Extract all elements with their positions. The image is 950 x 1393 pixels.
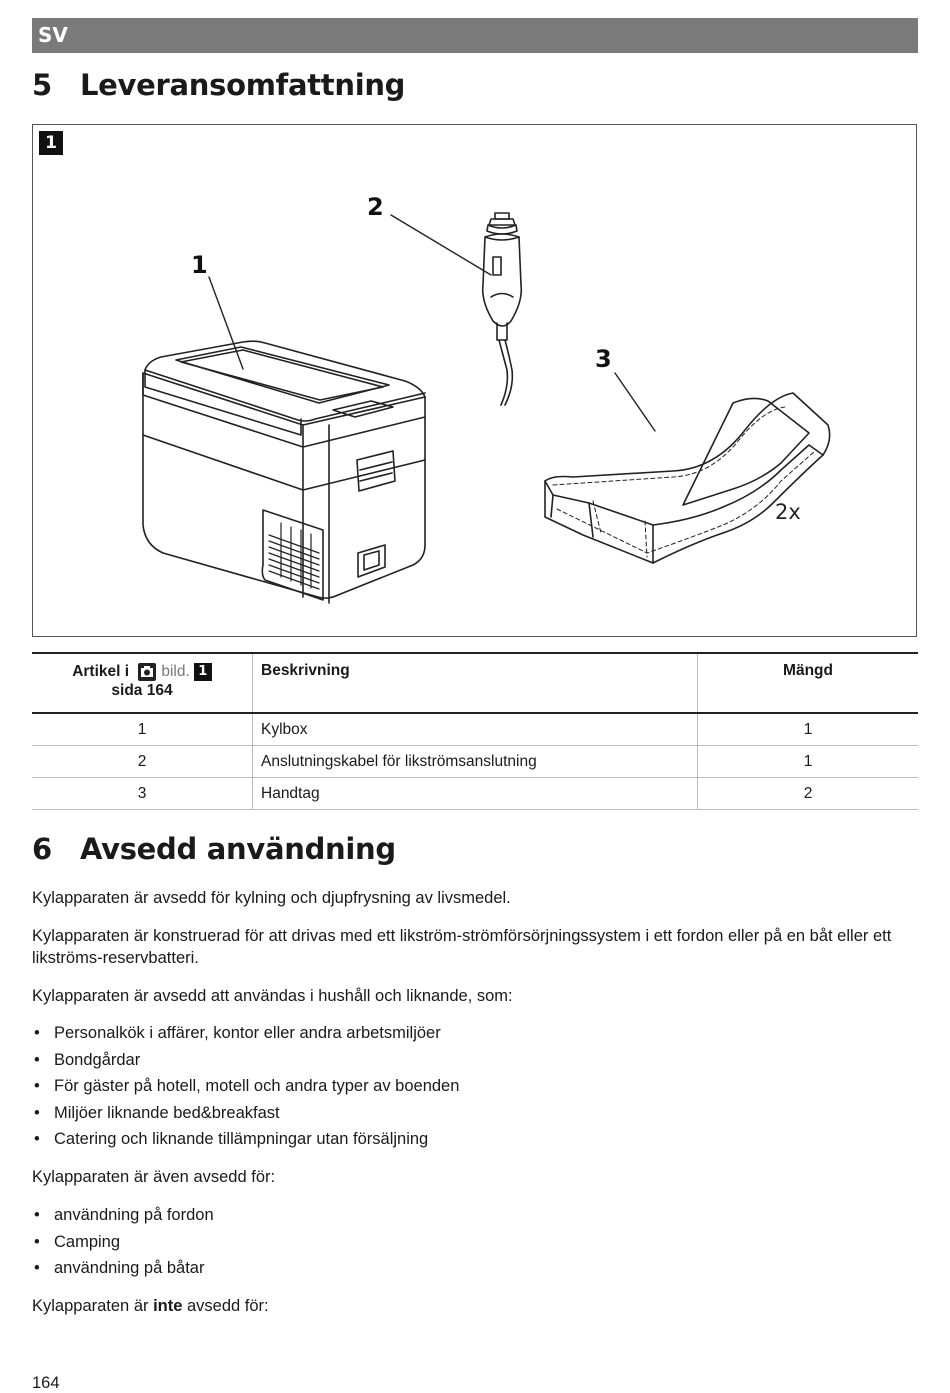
list-item: • Miljöer liknande bed&breakfast [32,1102,459,1129]
cell-description: Handtag [253,778,698,810]
leader-line-2 [391,215,491,275]
household-use-list [32,1022,459,1155]
section-title: Avsedd användning [80,832,396,866]
cell-item: 2 [32,746,253,778]
vent-grille [269,523,319,589]
emphasis-text: inte [153,1297,183,1315]
list-item: • Catering och liknande tillämpningar utan försäljning [32,1128,459,1155]
table-row [32,713,918,746]
callout-3: 3 [595,345,612,373]
paragraph: Kylapparaten är avsedd att användas i hushåll och liknande, som: [32,987,513,1005]
language-code: SV [38,23,68,47]
handle-strap-drawing [545,393,830,563]
list-item: • Camping [32,1231,214,1258]
delivery-illustration [33,125,918,638]
list-item: • användning på fordon [32,1204,214,1231]
camera-icon [137,662,157,682]
paragraph: Kylapparaten är avsedd för kylning och djupfrysning av livsmedel. [32,889,511,907]
section-number: 5 [32,68,52,102]
paragraph: Kylapparaten är konstruerad för att drivas med ett likström-strömförsörjningssystem i ett fordon eller på en båt eller ett likströms-reservbatteri. [32,927,892,967]
page-number: 164 [32,1374,60,1392]
cell-quantity: 1 [698,713,919,746]
cell-description: Anslutningskabel för likströmsanslutning [253,746,698,778]
list-item: • Personalkök i affärer, kontor eller andra arbetsmiljöer [32,1022,459,1049]
cell-description: Kylbox [253,713,698,746]
parts-table [32,652,918,810]
section-title: Leveransomfattning [80,68,406,102]
paragraph: Kylapparaten är även avsedd för: [32,1168,276,1186]
section-5-heading [32,68,405,102]
header-page-ref: sida 164 [111,682,173,699]
text-fragment: Kylapparaten är [32,1297,154,1315]
callout-1: 1 [191,251,208,279]
leader-line-3 [615,373,655,431]
header-description: Beskrivning [253,653,698,713]
figure-ref-badge: 1 [194,663,212,681]
callout-2: 2 [367,193,384,221]
list-item: • Bondgårdar [32,1049,459,1076]
cell-item: 3 [32,778,253,810]
section-6-heading [32,832,396,866]
section-number: 6 [32,832,52,866]
header-item-label: Artikel i [72,663,130,681]
dc-plug-drawing [483,213,522,405]
language-bar [32,18,918,53]
paragraph-not-intended [32,1295,918,1317]
table-row [32,746,918,778]
quantity-label: 2x [775,500,801,524]
figure-badge: 1 [39,131,63,155]
header-quantity: Mängd [698,653,919,713]
cell-quantity: 1 [698,746,919,778]
figure-1 [32,124,917,637]
also-intended-list [32,1204,214,1284]
cooler-box-drawing [143,341,425,603]
header-bild-label: bild. [161,663,190,681]
cell-quantity: 2 [698,778,919,810]
text-fragment: avsedd för: [182,1297,269,1315]
header-item [32,653,253,713]
cell-item: 1 [32,713,253,746]
table-row [32,778,918,810]
table-header-row [32,653,918,713]
list-item: • användning på båtar [32,1257,214,1284]
list-item: • För gäster på hotell, motell och andra typer av boenden [32,1075,459,1102]
